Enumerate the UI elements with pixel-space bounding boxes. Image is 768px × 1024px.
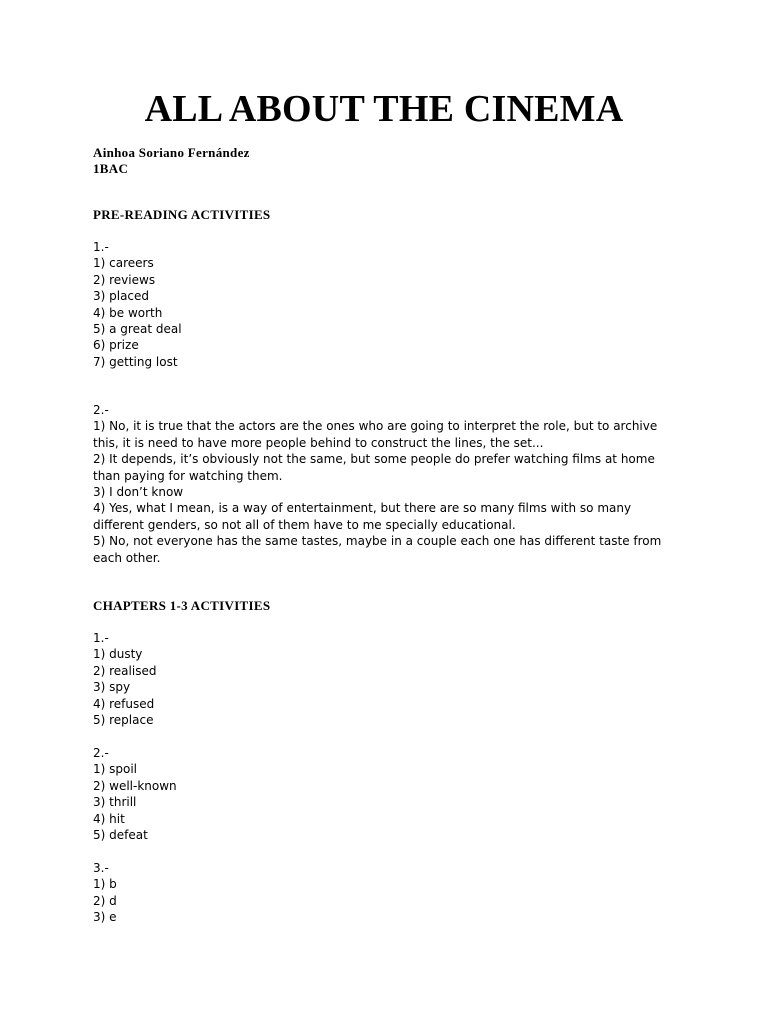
answer-item: 3) thrill [93, 795, 137, 810]
answer-item: 1) b [93, 877, 117, 892]
exercise-label: 3.- [93, 861, 109, 875]
answer-item: 3) e [93, 910, 117, 925]
answer-item: 4) hit [93, 811, 125, 826]
answer-item: 1) dusty [93, 647, 143, 662]
answer-item: 4) be worth [93, 305, 163, 320]
answer-item: 1) spoil [93, 762, 138, 777]
course-label: 1BAC [93, 161, 129, 176]
exercise-label: 2.- [93, 746, 109, 760]
answer-item: 2) well-known [93, 778, 177, 793]
pre-reading-heading: PRE-READING ACTIVITIES [93, 207, 271, 222]
answer-item: 2) realised [93, 663, 157, 678]
answer-item: 5) replace [93, 713, 154, 728]
answer-item: 5) defeat [93, 828, 148, 843]
chapters-heading-block [93, 598, 683, 614]
answer-item: 1) No, it is true that the actors are the ones who are going to interpret the role, but to archive this, it is need to have more people behind to construct the lines, the set... [93, 419, 658, 450]
answer-item: 1) careers [93, 256, 154, 271]
answer-item: 2) d [93, 893, 117, 908]
answer-item: 3) I don’t know [93, 485, 184, 500]
author-name: Ainhoa Soriano Fernández [93, 145, 250, 160]
exercise-label: 1.- [93, 631, 109, 645]
answer-item: 4) Yes, what I mean, is a way of entertainment, but there are so many films with so many different genders, so not all of them have to me specially educational. [93, 501, 632, 532]
exercise-label: 1.- [93, 240, 109, 254]
author-block [93, 145, 683, 177]
pre-reading-exercise-1 [93, 239, 683, 370]
chapters-exercise-2 [93, 745, 683, 843]
chapters-exercise-1 [93, 630, 683, 728]
answer-item: 3) placed [93, 289, 150, 304]
answer-item: 4) refused [93, 696, 155, 711]
answer-item: 5) No, not everyone has the same tastes, maybe in a couple each one has different taste from each other. [93, 534, 662, 565]
answer-item: 5) a great deal [93, 322, 182, 337]
answer-item: 7) getting lost [93, 354, 178, 369]
chapters-heading: CHAPTERS 1-3 ACTIVITIES [93, 598, 271, 613]
document-title: ALL ABOUT THE CINEMA [144, 88, 624, 130]
pre-reading-heading-block [93, 207, 683, 223]
pre-reading-exercise-2 [93, 402, 678, 566]
exercise-label: 2.- [93, 403, 109, 417]
answer-item: 6) prize [93, 338, 139, 353]
answer-item: 2) It depends, it’s obviously not the same, but some people do prefer watching films at home than paying for watching them. [93, 452, 655, 483]
chapters-exercise-3 [93, 860, 683, 926]
answer-item: 3) spy [93, 680, 131, 695]
answer-item: 2) reviews [93, 272, 156, 287]
